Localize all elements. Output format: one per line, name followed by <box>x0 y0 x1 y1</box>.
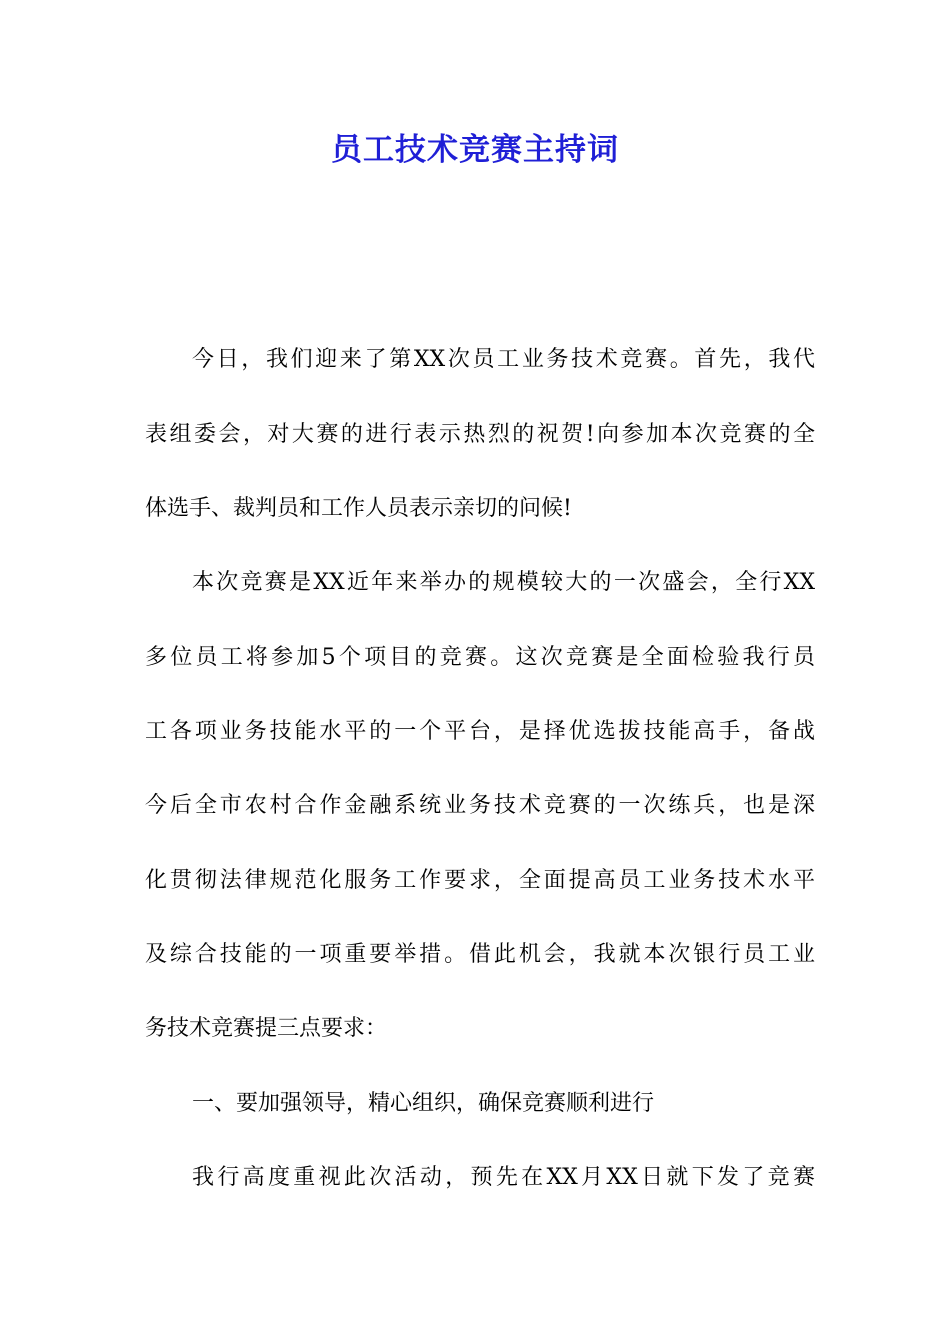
paragraph-1-line-2: 表组委会，对大赛的进行表示热烈的祝贺!向参加本次竞赛的全 <box>145 422 815 447</box>
paragraph-2-line-4: 今后全市农村合作金融系统业务技术竞赛的一次练兵，也是深 <box>145 793 815 818</box>
paragraph-3-line-1: 我行高度重视此次活动，预先在XX月XX日就下发了竞赛 <box>192 1165 815 1190</box>
paragraph-1-line-3: 体选手、裁判员和工作人员表示亲切的问候! <box>145 496 572 521</box>
paragraph-2-line-1: 本次竞赛是XX近年来举办的规模较大的一次盛会，全行XX <box>192 570 815 595</box>
document-title: 员工技术竞赛主持词 <box>331 132 619 168</box>
paragraph-1-line-1: 今日，我们迎来了第XX次员工业务技术竞赛。首先，我代 <box>192 347 815 372</box>
paragraph-2-line-3: 工各项业务技能水平的一个平台，是择优选拔技能高手，备战 <box>145 719 815 744</box>
section-heading-1: 一、要加强领导，精心组织，确保竞赛顺利进行 <box>192 1091 655 1116</box>
paragraph-2-line-7: 务技术竞赛提三点要求： <box>145 1016 388 1041</box>
paragraph-2-line-5: 化贯彻法律规范化服务工作要求，全面提高员工业务技术水平 <box>145 868 815 893</box>
paragraph-2-line-6: 及综合技能的一项重要举措。借此机会，我就本次银行员工业 <box>145 942 815 967</box>
paragraph-2-line-2: 多位员工将参加5个项目的竞赛。这次竞赛是全面检验我行员 <box>145 645 815 670</box>
